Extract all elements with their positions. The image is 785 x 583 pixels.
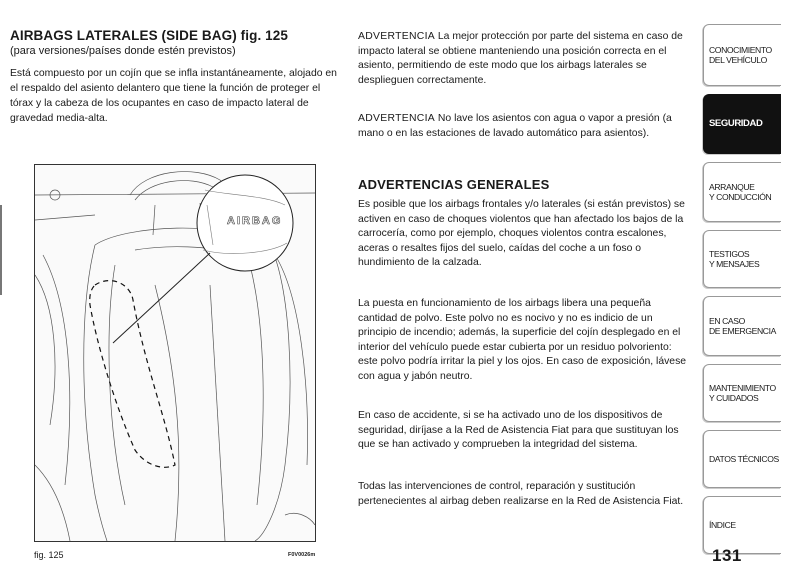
warning-2 [358, 112, 690, 141]
general-paragraph: Todas las intervenciones de control, reparación y sustitución pertenecientes al airbag deben realizarse en la Red de Asistencia Fiat. [358, 481, 684, 507]
tab-emergencia[interactable] [703, 296, 781, 356]
general-warnings-title: ADVERTENCIAS GENERALES [358, 177, 550, 192]
tab-label: TESTIGOS Y MENSAJES [709, 249, 760, 269]
page-number: 131 [712, 546, 742, 565]
airbag-label: AIRBAG [227, 215, 283, 227]
warning-text: No lave los asientos con agua o vapor a presión (a mano o en las estaciones de lavado automático para asientos). [358, 113, 672, 139]
section-intro: Está compuesto por un cojín que se infla instantáneamente, alojado en el respaldo del asiento delantero que tiene la función de proteger el tórax y la cabeza de los ocupantes en caso de impacto lateral de gravedad media-alta. [10, 68, 337, 124]
tab-label: EN CASO DE EMERGENCIA [709, 316, 776, 336]
tab-seguridad[interactable] [703, 94, 781, 154]
tab-label: ARRANQUE Y CONDUCCIÓN [709, 182, 772, 202]
tab-mantenimiento[interactable] [703, 364, 781, 422]
general-paragraph: En caso de accidente, si se ha activado uno de los dispositivos de seguridad, diríjase a la Red de Asistencia Fiat para que sustituyan los que se han activado y comprueben la integridad del sistema. [358, 410, 679, 450]
tab-testigos-mensajes[interactable] [703, 230, 781, 288]
warning-keyword: ADVERTENCIA [358, 113, 436, 124]
general-paragraph: La puesta en funcionamiento de los airbags libera una pequeña cantidad de polvo. Este polvo no es nocivo y no es indicio de un principio de incendio; además, la superficie del cojín desplegado en el interior del vehículo puede estar cubierta por un residuo polvoriento: este polvo podría irritar la piel y los ojos. En caso de exposición, lávese con agua y jabón neutro. [358, 298, 687, 382]
figure-seat-illustration [34, 164, 316, 542]
figure-caption: fig. 125 [34, 550, 64, 560]
warning-1 [358, 30, 690, 88]
tab-label: DATOS TÉCNICOS [709, 454, 779, 464]
tab-label: MANTENIMIENTO Y CUIDADOS [709, 383, 776, 403]
tab-label: SEGURIDAD [709, 118, 763, 129]
page-edge-mark [0, 205, 2, 295]
tab-arranque-conduccion[interactable] [703, 162, 781, 222]
tab-conocimiento-vehiculo[interactable] [703, 24, 781, 86]
warning-keyword: ADVERTENCIA [358, 31, 436, 42]
tab-label: ÍNDICE [709, 520, 736, 530]
figure-code: F0V0026m [288, 552, 316, 558]
tab-label: CONOCIMIENTO DEL VEHÍCULO [709, 45, 772, 65]
warning-text: La mejor protección por parte del sistema en caso de impacto lateral se obtiene manteniendo una posición correcta en el asiento, permitiendo de este modo que los airbags laterales se desplieguen correctamente. [358, 31, 683, 86]
general-paragraph: Es posible que los airbags frontales y/o laterales (si están previstos) se activen en caso de choques violentos que han afectado los bajos de la carrocería, como por ejemplo, choques violentos contra escalones, aceras o resaltes fijos del suelo, caídas del coche a un foso o hundimiento de la calzada. [358, 199, 685, 268]
section-title: AIRBAGS LATERALES (SIDE BAG) fig. 125 [10, 28, 288, 43]
airbag-outline [90, 281, 175, 468]
tab-datos-tecnicos[interactable] [703, 430, 781, 488]
leader-line [113, 253, 210, 343]
section-subtitle: (para versiones/países donde estén previstos) [10, 45, 236, 57]
